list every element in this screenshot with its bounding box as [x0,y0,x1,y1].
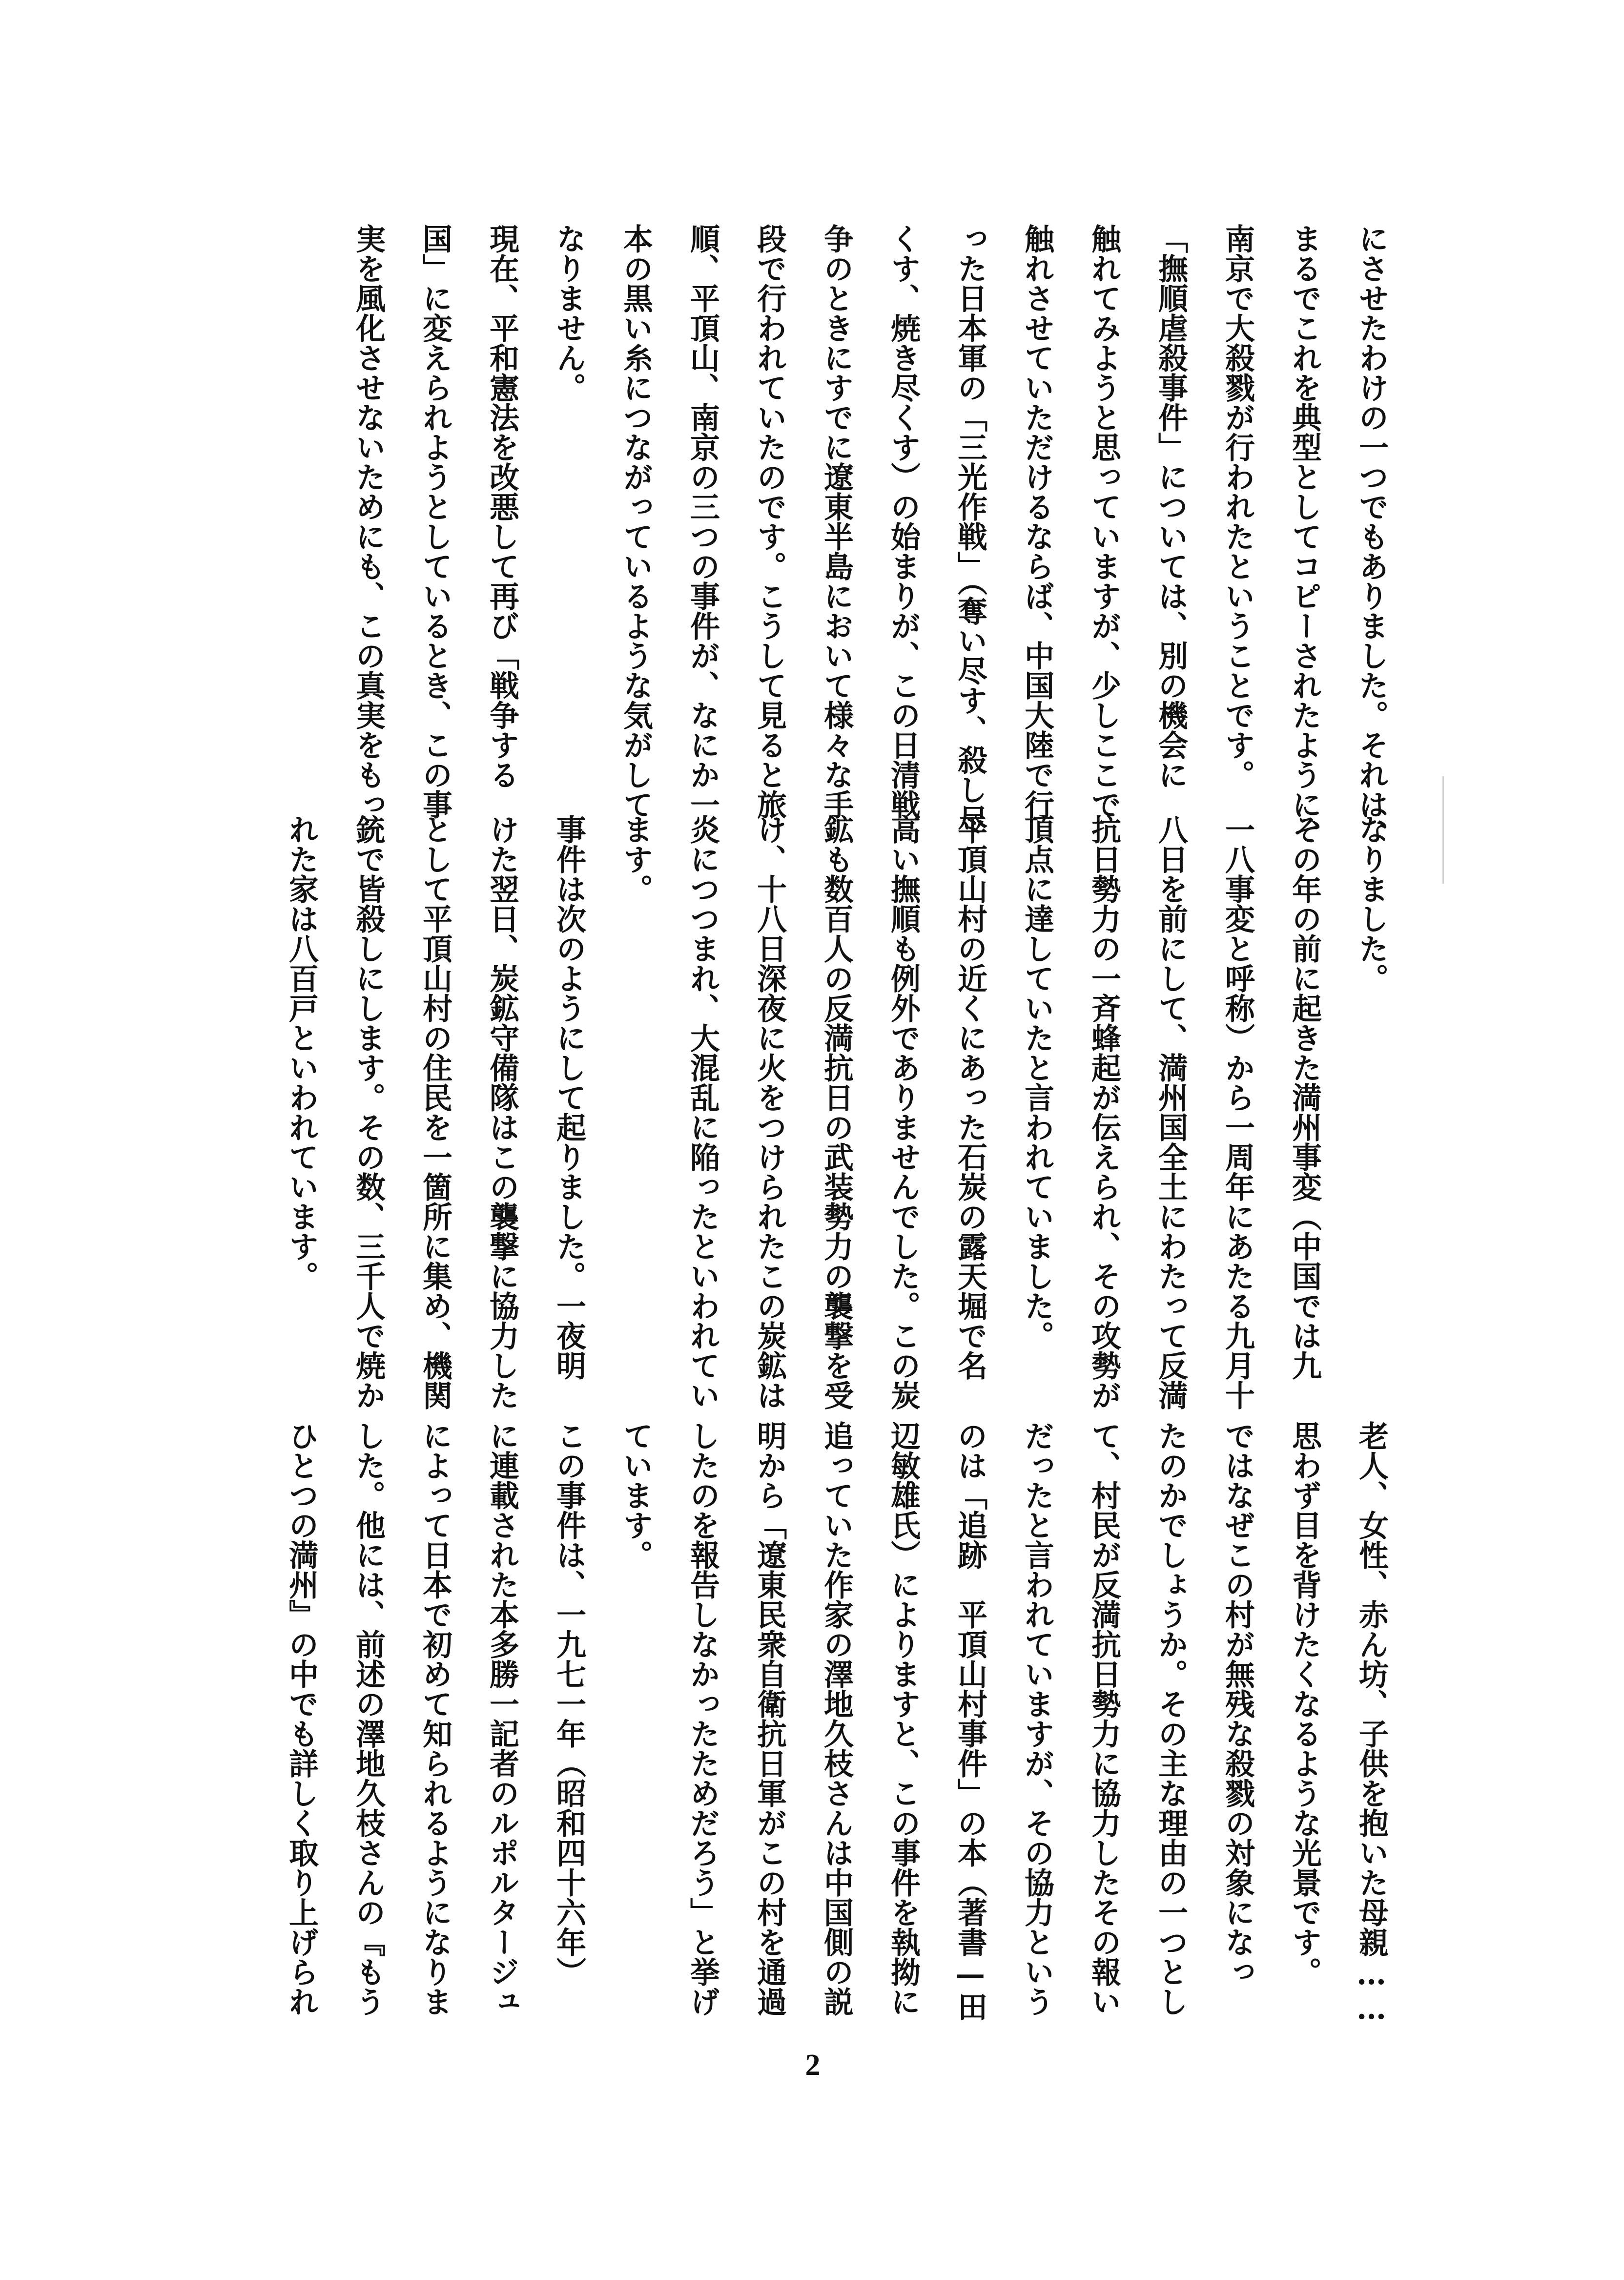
text-column: のは「追跡 平頂山村事件」の本（著書—田 [953,1421,987,2021]
text-column: った日本軍の「三光作戦」（奪い尽す、殺し尽 [953,224,987,834]
text-column: たのかでしょうか。その主な理由の一つとし [1153,1421,1188,2016]
text-column: 国」に変えられようとしているとき、この事 [418,224,452,819]
text-column: 南京で大殺戮が行われたということです。 [1220,224,1255,789]
text-column: 辺敏雄氏）によりますと、この事件を執拗に [886,1421,921,2016]
text-column: 触れさせていただけるならば、中国大陸で行 [1020,224,1054,819]
page-number: 2 [805,2049,821,2082]
text-column: 一八事変と呼称）から一周年にあたる九月十 [1220,814,1255,1410]
text-column: 思わず目を背けたくなるような光景です。 [1287,1421,1322,1987]
text-column: けた翌日、炭鉱守備隊はこの襲撃に協力した [485,814,519,1410]
text-column: その年の前に起きた満州事変（中国では九 [1287,814,1322,1380]
text-column: なりました。 [1354,814,1389,993]
text-column: として平頂山村の住民を一箇所に集め、機関 [418,814,452,1410]
text-column: 八日を前にして、満州国全土にわたって反満 [1153,814,1188,1410]
text-column: した。他には、前述の澤地久枝さんの『もう [351,1421,386,2016]
text-column: 追っていた作家の澤地久枝さんは中国側の説 [819,1421,854,2016]
text-column: 頂点に達していたと言われていました。 [1020,814,1054,1350]
text-column: 実を風化させないためにも、この真実をもっ [351,224,386,819]
text-column: 老人、女性、赤ん坊、子供を抱いた母親…… [1354,1421,1389,2026]
text-tier-middle [190,814,1389,1410]
text-column: 現在、平和憲法を改悪して再び「戦争する [485,224,519,789]
text-column: だったと言われていますが、その協力という [1020,1421,1054,2016]
text-column: くす、焼き尽くす）の始まりが、この日清戦 [886,224,921,819]
text-column: まるでこれを典型としてコピーされたように、 [1287,224,1322,849]
text-column: 触れてみようと思っていますが、少しここで [1087,224,1121,819]
text-column: この事件は、一九七一年（昭和四十六年） [552,1421,586,1987]
text-column: 段で行われていたのです。こうして見ると旅 [752,224,787,819]
text-column: 銃で皆殺しにします。その数、三千人で焼か [351,814,386,1410]
text-column: ではなぜこの村が無残な殺戮の対象になっ [1220,1421,1255,1987]
text-column: したのを報告しなかったためだろう」と挙げ [685,1421,720,2016]
text-column: 争のときにすでに遼東半島において様々な手 [819,224,854,819]
text-column: れた家は八百戸といわれています。 [284,814,319,1291]
text-column: ます。 [618,814,653,904]
text-column: 鉱も数百人の反満抗日の武装勢力の襲撃を受 [819,814,854,1410]
text-column: け、十八日深夜に火をつけられたこの炭鉱は [752,814,787,1410]
scan-margin-mark [1442,776,1444,884]
text-column: 順、平頂山、南京の三つの事件が、なにか一 [685,224,720,819]
text-column: に連載された本多勝一記者のルポルタージュ [485,1421,519,2016]
text-column: にさせたわけの一つでもありました。それは、 [1354,224,1389,849]
text-column: て、村民が反満抗日勢力に協力したその報い [1087,1421,1121,2016]
text-tier-lower [190,1421,1389,2026]
text-column: ひとつの満州』の中でも詳しく取り上げられ [284,1421,319,2016]
text-column: 本の黒い糸につながっているような気がして [618,224,653,819]
text-column: 事件は次のようにして起りました。一夜明 [552,814,586,1380]
text-column: 明から「遼東民衆自衛抗日軍がこの村を通過 [752,1421,787,2016]
text-column: ています。 [618,1421,653,1570]
text-column: 「撫順虐殺事件」については、別の機会に [1153,224,1188,789]
text-column: なりません。 [552,224,586,402]
text-column: 抗日勢力の一斉蜂起が伝えられ、その攻勢が [1087,814,1121,1410]
text-column: 平頂山村の近くにあった石炭の露天堀で名 [953,814,987,1380]
text-column: によって日本で初めて知られるようになりま [418,1421,452,2016]
text-column: 高い撫順も例外でありませんでした。この炭 [886,814,921,1410]
text-column: 炎につつまれ、大混乱に陥ったといわれてい [685,814,720,1410]
text-tier-upper [190,224,1389,849]
